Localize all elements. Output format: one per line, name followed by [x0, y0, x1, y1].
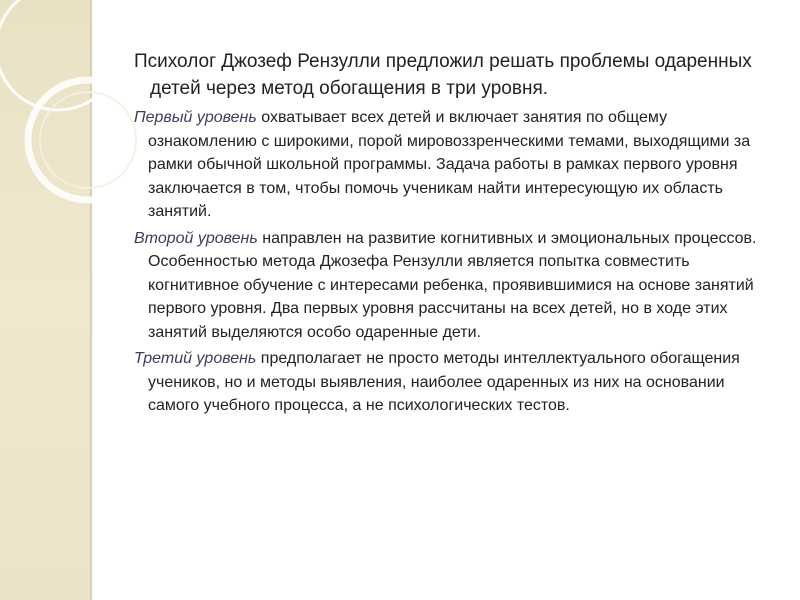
slide-content	[134, 48, 774, 421]
slide-title: Психолог Джозеф Рензулли предложил решать проблемы одаренных детей через метод обогащения в три уровня.	[134, 51, 752, 99]
level-1-label: Первый уровень	[134, 109, 257, 126]
paragraph-level-1	[134, 106, 774, 224]
level-1-text: охватывает всех детей и включает занятия по общему ознакомлению с широкими, порой мировоззренческими темами, выходящими за рамки обычной школьной программы. Задача работы в рамках первого уровня заключается в том, чтобы помочь ученикам найти интересующую их область занятий.	[148, 109, 751, 220]
level-2-label: Второй уровень	[134, 229, 258, 247]
small-ring	[40, 92, 136, 188]
level-3-label: Третий уровень	[134, 350, 257, 367]
level-2-text: направлен на развитие когнитивных и эмоциональных процессов. Особенностью метода Джозефа Рензулли является попытка совместить когнитивное обучение с интересами ребенка, проявившимися на основе занятий первого уровня. Два первых уровня рассчитаны на всех детей, но в ходе этих занятий выделяются особо одаренные дети.	[148, 229, 757, 341]
paragraph-level-3	[134, 347, 774, 418]
paragraph-level-2	[134, 227, 774, 345]
level-3-text: предполагает не просто методы интеллектуального обогащения учеников, но и методы выявления, наиболее одаренных из них на основании самого учебного процесса, а не психологических тестов.	[148, 350, 740, 414]
medium-ring	[28, 80, 148, 200]
